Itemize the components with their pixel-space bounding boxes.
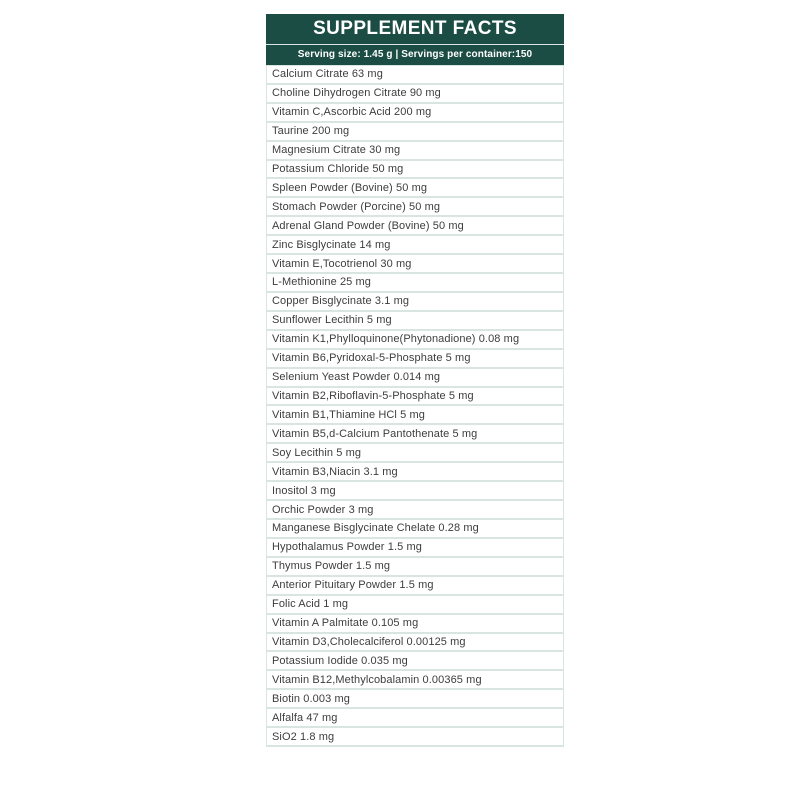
ingredient-label: Biotin 0.003 mg [272, 692, 350, 705]
ingredient-label: SiO2 1.8 mg [272, 730, 335, 743]
ingredient-label: Manganese Bisglycinate Chelate 0.28 mg [272, 522, 479, 535]
ingredient-label: L-Methionine 25 mg [272, 276, 372, 289]
table-row [267, 293, 563, 312]
table-row [267, 539, 563, 558]
table-row [267, 198, 563, 217]
table-row [267, 520, 563, 539]
ingredient-label: Vitamin D3,Cholecalciferol 0.00125 mg [272, 636, 466, 648]
ingredient-label: Orchic Powder 3 mg [272, 503, 374, 516]
ingredient-label: Vitamin B3,Niacin 3.1 mg [272, 465, 398, 478]
supplement-facts-panel [266, 14, 564, 747]
table-row [267, 66, 563, 85]
ingredient-label: Vitamin B2,Riboflavin-5-Phosphate 5 mg [272, 390, 474, 403]
table-row [267, 671, 563, 690]
panel-header [266, 14, 564, 65]
ingredient-label: Vitamin B1,Thiamine HCl 5 mg [272, 408, 425, 421]
ingredient-label: Vitamin E,Tocotrienol 30 mg [272, 257, 412, 270]
table-row [267, 369, 563, 388]
ingredient-label: Potassium Iodide 0.035 mg [272, 654, 408, 667]
ingredient-label: Copper Bisglycinate 3.1 mg [272, 295, 410, 308]
ingredient-label: Inositol 3 mg [272, 484, 336, 497]
table-row [267, 709, 563, 728]
table-row [267, 501, 563, 520]
table-row [267, 463, 563, 482]
table-row [267, 652, 563, 671]
table-row [267, 482, 563, 501]
ingredient-label: Taurine 200 mg [272, 125, 350, 138]
table-row [267, 558, 563, 577]
table-row [267, 312, 563, 331]
table-row [267, 577, 563, 596]
table-row [267, 179, 563, 198]
table-row [267, 217, 563, 236]
table-row [267, 331, 563, 350]
table-row [267, 728, 563, 747]
ingredient-label: Vitamin A Palmitate 0.105 mg [272, 617, 419, 630]
table-row [267, 85, 563, 104]
table-row [267, 596, 563, 615]
panel-title: SUPPLEMENT FACTS [313, 18, 517, 39]
ingredient-label: Vitamin C,Ascorbic Acid 200 mg [272, 106, 432, 119]
table-row [267, 425, 563, 444]
ingredient-label: Hypothalamus Powder 1.5 mg [272, 541, 422, 554]
ingredient-label: Magnesium Citrate 30 mg [272, 144, 401, 157]
ingredient-label: Vitamin B5,d-Calcium Pantothenate 5 mg [272, 427, 478, 440]
table-row [267, 690, 563, 709]
ingredient-label: Anterior Pituitary Powder 1.5 mg [272, 579, 434, 592]
ingredient-label: Choline Dihydrogen Citrate 90 mg [272, 87, 441, 100]
table-row [267, 274, 563, 293]
table-row [267, 350, 563, 369]
serving-info: Serving size: 1.45 g | Servings per container:150 [297, 48, 533, 60]
table-row [267, 161, 563, 180]
ingredient-label: Soy Lecithin 5 mg [272, 446, 362, 459]
table-row [267, 634, 563, 653]
ingredient-label: Potassium Chloride 50 mg [272, 162, 404, 175]
table-row [267, 104, 563, 123]
ingredient-label: Vitamin K1,Phylloquinone(Phytonadione) 0.08 mg [272, 333, 520, 346]
table-row [267, 615, 563, 634]
ingredient-label: Folic Acid 1 mg [272, 598, 349, 611]
table-row [267, 406, 563, 425]
ingredient-label: Vitamin B12,Methylcobalamin 0.00365 mg [272, 673, 482, 686]
ingredient-label: Thymus Powder 1.5 mg [272, 560, 391, 573]
table-row [267, 142, 563, 161]
ingredient-label: Alfalfa 47 mg [272, 711, 338, 724]
ingredient-label: Stomach Powder (Porcine) 50 mg [272, 200, 441, 213]
ingredient-label: Adrenal Gland Powder (Bovine) 50 mg [272, 219, 464, 232]
table-row [267, 123, 563, 142]
ingredient-list [266, 65, 564, 747]
table-row [267, 444, 563, 463]
ingredient-label: Calcium Citrate 63 mg [272, 68, 383, 81]
ingredient-label: Vitamin B6,Pyridoxal-5-Phosphate 5 mg [272, 352, 471, 365]
table-row [267, 388, 563, 407]
ingredient-label: Zinc Bisglycinate 14 mg [272, 238, 391, 251]
ingredient-label: Sunflower Lecithin 5 mg [272, 314, 392, 327]
ingredient-label: Spleen Powder (Bovine) 50 mg [272, 181, 428, 194]
table-row [267, 255, 563, 274]
ingredient-label: Selenium Yeast Powder 0.014 mg [272, 371, 441, 384]
table-row [267, 236, 563, 255]
